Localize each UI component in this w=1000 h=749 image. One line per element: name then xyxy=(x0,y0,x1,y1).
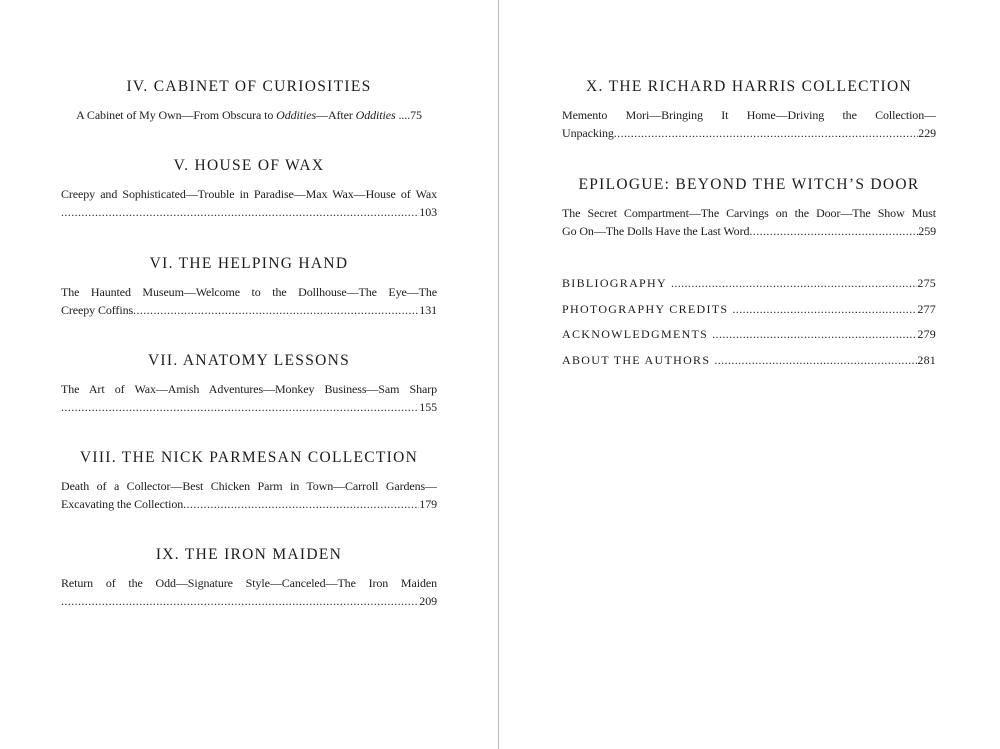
page-number[interactable]: 229 xyxy=(918,126,936,140)
page-number[interactable]: 259 xyxy=(918,224,936,238)
entry-leader-line xyxy=(61,301,437,319)
dot-leader xyxy=(749,222,918,240)
dot-leader xyxy=(61,203,419,221)
entry-text: Excavating the Collection xyxy=(61,497,184,511)
entry-text: Creepy Coffins xyxy=(61,303,134,317)
chapter-entries xyxy=(562,204,936,240)
dot-leader xyxy=(61,592,419,610)
dot-leader xyxy=(667,274,917,292)
entry-italic: Oddities xyxy=(355,108,396,122)
chapter-entries xyxy=(61,477,437,513)
chapter-title[interactable]: VI. THE HELPING HAND xyxy=(149,255,349,272)
entry-leader-line xyxy=(61,495,437,513)
chapter-title[interactable]: V. HOUSE OF WAX xyxy=(173,157,325,174)
left-page xyxy=(0,0,498,749)
entry-line: The Haunted Museum—Welcome to the Dollhouse—The Eye—The xyxy=(61,285,437,299)
entry-leader-line xyxy=(562,124,936,142)
dot-leader xyxy=(708,325,917,343)
page-number[interactable]: 155 xyxy=(419,400,437,414)
dot-leader xyxy=(183,495,419,513)
toc-chapter-4 xyxy=(61,78,437,124)
toc-chapter-6 xyxy=(61,255,437,319)
back-matter-label: ABOUT THE AUTHORS xyxy=(562,352,711,367)
entry-leader-line xyxy=(562,222,936,240)
chapter-entries xyxy=(562,106,936,142)
back-matter-photography-credits[interactable] xyxy=(562,300,936,326)
back-matter-list xyxy=(562,274,936,376)
back-matter-about-the-authors[interactable] xyxy=(562,351,936,377)
chapter-entries xyxy=(61,380,437,416)
back-matter-label: PHOTOGRAPHY CREDITS xyxy=(562,301,729,316)
page-number[interactable]: 277 xyxy=(917,301,936,316)
back-matter-bibliography[interactable] xyxy=(562,274,936,300)
chapter-title[interactable]: VIII. THE NICK PARMESAN COLLECTION xyxy=(79,449,419,466)
toc-epilogue xyxy=(562,176,936,240)
page-number[interactable]: 279 xyxy=(917,327,936,341)
entry-dots: .... xyxy=(395,108,411,122)
chapter-title[interactable]: X. THE RICHARD HARRIS COLLECTION xyxy=(586,78,912,95)
chapter-entries xyxy=(61,283,437,319)
toc-chapter-10 xyxy=(562,78,936,142)
dot-leader xyxy=(710,351,917,369)
page-number[interactable]: 103 xyxy=(419,205,437,219)
page-number[interactable]: 275 xyxy=(917,276,936,290)
back-matter-label: BIBLIOGRAPHY xyxy=(562,276,667,290)
dot-leader xyxy=(614,124,919,142)
dot-leader xyxy=(133,301,419,319)
entry-leader-line xyxy=(61,592,437,610)
entry-text: A Cabinet of My Own—From Obscura to xyxy=(76,108,277,122)
page-number[interactable]: 75 xyxy=(410,108,422,122)
entry-text: —After xyxy=(316,108,356,122)
entry-line: The Secret Compartment—The Carvings on the Door—The Show Must xyxy=(562,206,936,220)
chapter-title[interactable]: IX. THE IRON MAIDEN xyxy=(155,546,343,563)
dot-leader xyxy=(728,300,917,318)
page-gutter xyxy=(498,0,499,749)
chapter-entries xyxy=(61,574,437,610)
back-matter-acknowledgments[interactable] xyxy=(562,325,936,351)
entry-line: Creepy and Sophisticated—Trouble in Paradise—Max Wax—House of Wax xyxy=(61,187,437,201)
toc-chapter-8 xyxy=(61,449,437,513)
page-number[interactable]: 179 xyxy=(419,497,437,511)
page-number[interactable]: 131 xyxy=(419,303,437,317)
entry-leader-line xyxy=(61,203,437,221)
chapter-title[interactable]: EPILOGUE: BEYOND THE WITCH’S DOOR xyxy=(578,176,920,193)
toc-chapter-7 xyxy=(61,352,437,416)
chapter-title[interactable]: IV. CABINET OF CURIOSITIES xyxy=(126,78,372,95)
entry-line: Return of the Odd—Signature Style—Canceled—The Iron Maiden xyxy=(61,576,437,590)
entry-line: Memento Mori—Bringing It Home—Driving the Collection— xyxy=(562,108,936,122)
page-number[interactable]: 209 xyxy=(419,594,437,608)
toc-chapter-9 xyxy=(61,546,437,610)
toc-chapter-5 xyxy=(61,157,437,221)
chapter-entries xyxy=(61,185,437,221)
entry-italic: Oddities xyxy=(276,108,317,122)
page-number[interactable]: 281 xyxy=(917,352,936,367)
entry-text: Go On—The Dolls Have the Last Word xyxy=(562,224,750,238)
entry-leader-line xyxy=(61,398,437,416)
chapter-title[interactable]: VII. ANATOMY LESSONS xyxy=(147,352,351,369)
dot-leader xyxy=(61,398,419,416)
entry-text: Unpacking xyxy=(562,126,614,140)
right-page xyxy=(500,0,1000,749)
back-matter-label: ACKNOWLEDGMENTS xyxy=(562,327,709,341)
entry-line: Death of a Collector—Best Chicken Parm in Town—Carroll Gardens— xyxy=(61,479,437,493)
chapter-entries xyxy=(61,106,437,124)
entry-line: The Art of Wax—Amish Adventures—Monkey Business—Sam Sharp xyxy=(61,382,437,396)
